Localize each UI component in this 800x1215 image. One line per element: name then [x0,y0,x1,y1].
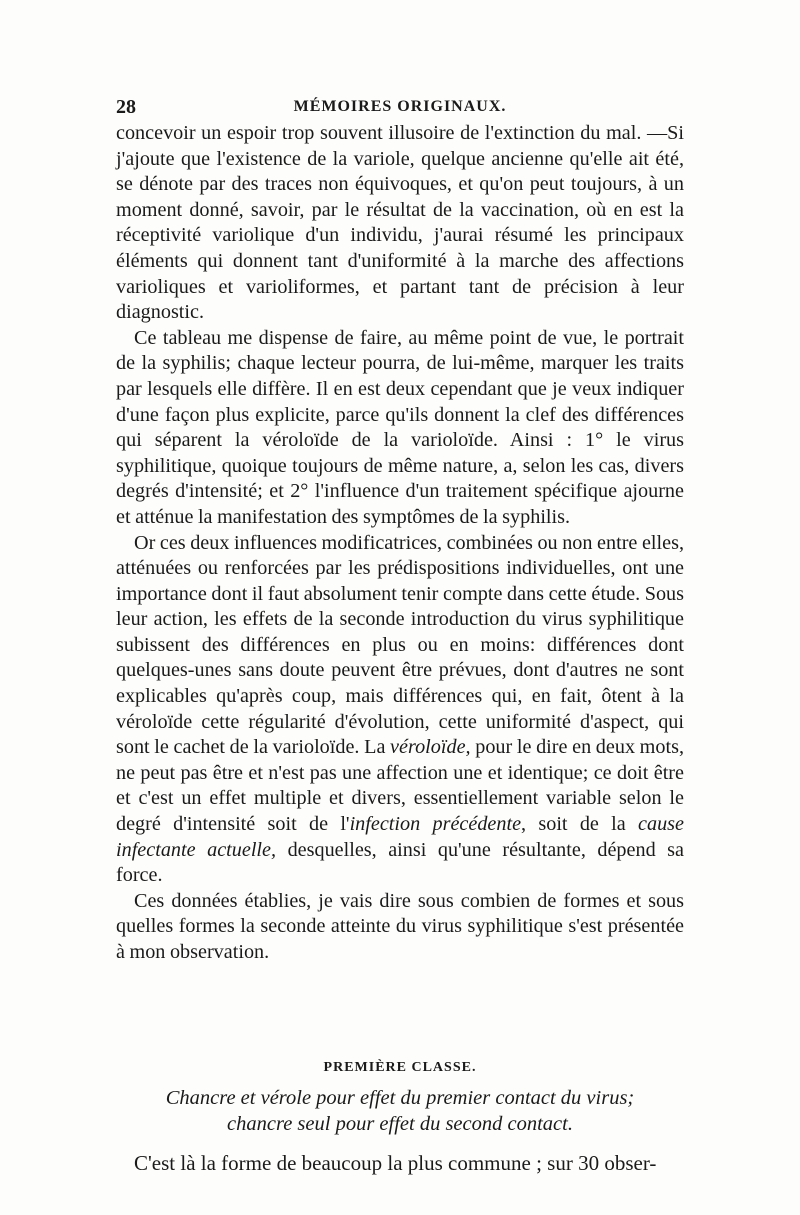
emphasis-infection-precedente: infection précédente [349,813,522,836]
paragraph-2: Ce tableau me dispense de faire, au même point de vue, le portrait de la syphilis; chaque lecteur pourra, de lui-même, marquer les traits par lesquels elle diffère. Il en est deux cependant que je veux indiquer d'une façon plus explicite, parce qu'ils donnent la clef des différences qui séparent la véroloïde de la varioloïde. Ainsi : 1° le virus syphilitique, quoique toujours de même nature, a, selon les cas, divers degrés d'intensité; et 2° l'influence d'un traitement spécifique ajourne et atténue la manifestation des symptômes de la syphilis. [116,326,684,528]
final-text-line: C'est là la forme de beaucoup la plus commune ; sur 30 obser- [134,1151,657,1175]
paragraph-3-part-d: desquelles, ainsi qu'une résultante, dépend sa force. [116,838,684,887]
paragraph-3 [116,531,684,889]
body-text [116,121,684,966]
emphasis-veroloide: véroloïde, [390,736,471,759]
section-subtitle [116,1085,684,1137]
paragraph-3-part-c: , soit de la [521,813,639,836]
section-subtitle-line-1: Chancre et vérole pour effet du premier contact du virus; [165,1087,635,1109]
paragraph-1: concevoir un espoir trop souvent illusoire de l'extinction du mal. —Si j'ajoute que l'existence de la variole, quelque ancienne qu'elle ait été, se dénote par des traces non équivoques, et qu'on peut toujours, à un moment donné, savoir, par le résultat de la vaccination, où en est la réceptivité variolique d'un individu, j'aurai résumé les principaux éléments qui donnent tant d'uniformité à la marche des affections varioliques et varioliformes, et partant tant de précision à leur diagnostic. [116,122,684,324]
paragraph-3-part-b: pour le dire en deux mots, ne peut pas être et n'est pas une affection une et identique; ce doit être et c'est un effet multiple et divers, essentiellement variable selon le degré d'intensité soit de l' [116,736,684,836]
paragraph-3-part-a: Or ces deux influences modificatrices, combinées ou non entre elles, atténuées ou renforcées par les prédispositions individuelles, ont une importance dont il faut absolument tenir compte dans cette étude. Sous leur action, les effets de la seconde introduction du virus syphilitique subissent des différences en plus ou en moins: différences dont quelques-unes sans doute peuvent être prévues, dont d'autres ne sont explicables qu'après coup, mais différences qui, en fait, ôtent à la véroloïde cette régularité d'évolution, cette uniformité d'aspect, qui sont le cachet de la varioloïde. La [116,531,684,759]
emphasis-cause-infectante: cause infectante actuelle, [116,813,684,861]
section-heading: PREMIÈRE CLASSE. [323,1060,477,1075]
running-title: MÉMOIRES ORIGINAUX. [293,98,507,115]
page-number: 28 [116,96,136,118]
section-subtitle-line-2: chancre seul pour effet du second contact. [227,1113,573,1135]
paragraph-4: Ces données établies, je vais dire sous combien de formes et sous quelles formes la seconde atteinte du virus syphilitique s'est présentée à mon observation. [116,889,684,963]
page-header [116,96,684,124]
